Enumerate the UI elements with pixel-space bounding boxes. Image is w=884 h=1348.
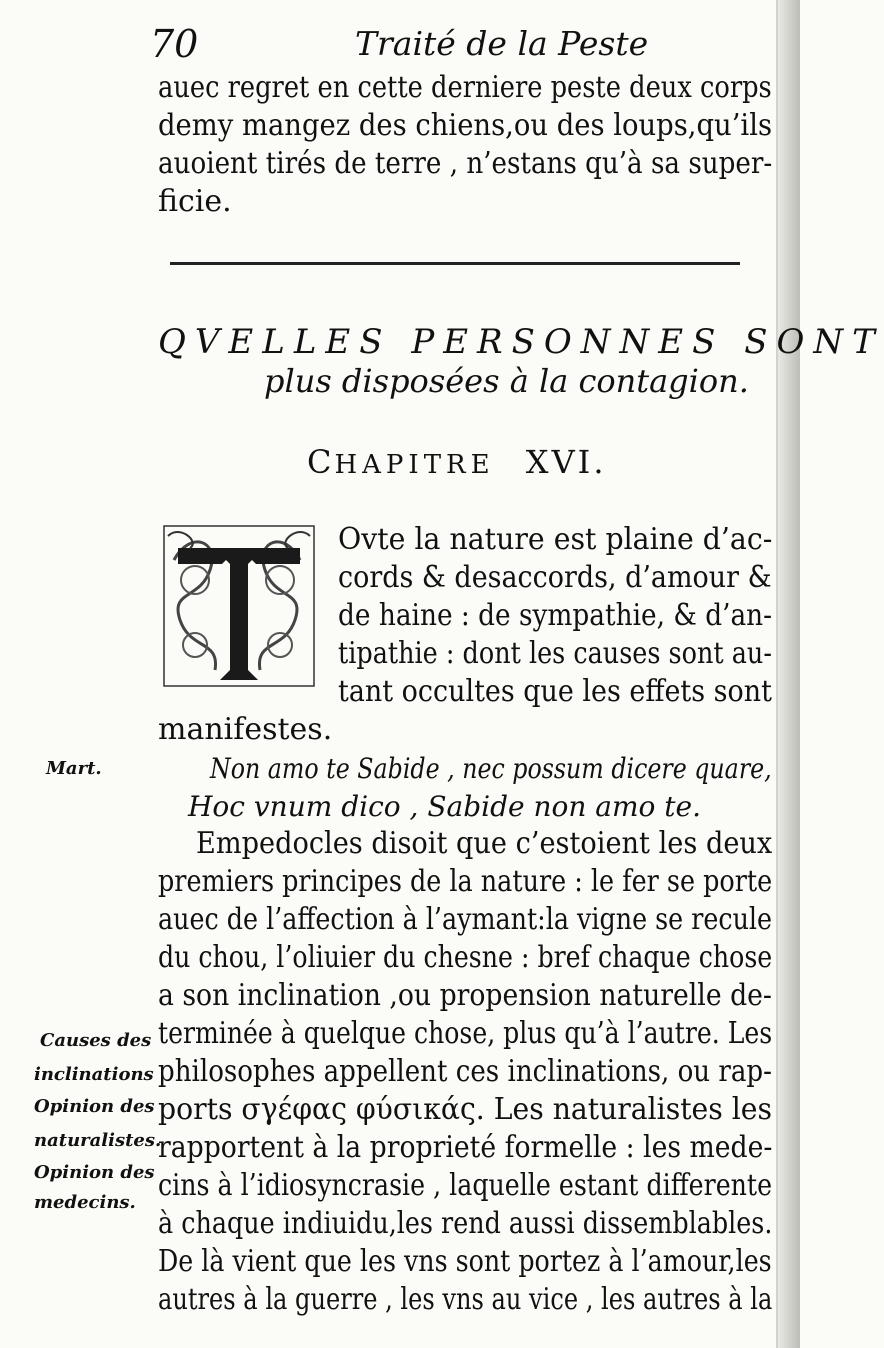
- chapter-prefix: C: [307, 443, 335, 481]
- text-line: manifestes.: [158, 712, 333, 747]
- margin-note: Mart.: [46, 758, 102, 779]
- text-line: ports σγέφας φύσικάς. Les naturalistes les: [158, 1092, 773, 1127]
- text-line: auec de l’affection à l’aymant:la vigne se recule: [158, 902, 773, 937]
- chapter-word: HAPITRE: [334, 450, 495, 480]
- running-title: Traité de la Peste: [355, 24, 649, 63]
- page-edge: [778, 0, 800, 1348]
- text-line: philosophes appellent ces inclinations, ou rap-: [158, 1054, 772, 1089]
- text-line: premiers principes de la nature : le fer se porte: [158, 864, 773, 899]
- verse-line: Non amo te Sabide , nec possum dicere quare,: [210, 752, 772, 785]
- text-line: auec regret en cette derniere peste deux corps: [158, 70, 772, 105]
- running-header: [150, 22, 770, 66]
- text-line: à chaque indiuidu,les rend aussi dissemblables.: [158, 1206, 773, 1241]
- text-line: de haine : de sympathie, & d’an-: [338, 598, 773, 633]
- text-line: terminée à quelque chose, plus qu’à l’autre. Les: [158, 1016, 773, 1051]
- text-line: a son inclination ,ou propension naturelle de-: [158, 978, 772, 1013]
- decorated-initial-icon: [160, 520, 318, 690]
- text-line: du chou, l’oliuier du chesne : bref chaque chose: [158, 940, 773, 975]
- text-line: De là vient que les vns sont portez à l’amour,les: [158, 1244, 772, 1279]
- margin-note: Causes des: [40, 1030, 152, 1051]
- text-line: demy mangez des chiens,ou des loups,qu’ils: [158, 108, 773, 143]
- text-line: autres à la guerre , les vns au vice , les autres à la: [158, 1282, 773, 1317]
- text-line: Ovte la nature est plaine d’ac-: [338, 522, 773, 557]
- text-line: cords & desaccords, d’amour &: [338, 560, 772, 595]
- margin-note: naturalistes.: [34, 1130, 162, 1151]
- text-line: tant occultes que les effets sont: [338, 674, 772, 709]
- chapter-heading: [307, 443, 606, 481]
- margin-note: inclinations: [34, 1064, 154, 1085]
- section-divider: [170, 262, 740, 265]
- section-title: QVELLES PERSONNES SONT: [158, 322, 884, 362]
- chapter-number: XVI.: [525, 443, 607, 481]
- text-line: cins à l’idiosyncrasie , laquelle estant differente: [158, 1168, 773, 1203]
- text-line: ficie.: [158, 184, 232, 219]
- verse-line: Hoc vnum dico , Sabide non amo te.: [188, 790, 702, 823]
- text-line: rapportent à la proprieté formelle : les mede-: [158, 1130, 773, 1165]
- text-line: auoient tirés de terre , n’estans qu’à sa super-: [158, 146, 773, 181]
- section-subtitle: plus disposées à la contagion.: [264, 362, 749, 400]
- text-line: Empedocles disoit que c’estoient les deux: [196, 826, 773, 861]
- margin-note: Opinion des: [34, 1162, 155, 1183]
- page-number: 70: [150, 22, 199, 66]
- text-line: tipathie : dont les causes sont au-: [338, 636, 772, 671]
- margin-note: medecins.: [34, 1192, 136, 1213]
- margin-note: Opinion des: [34, 1096, 155, 1117]
